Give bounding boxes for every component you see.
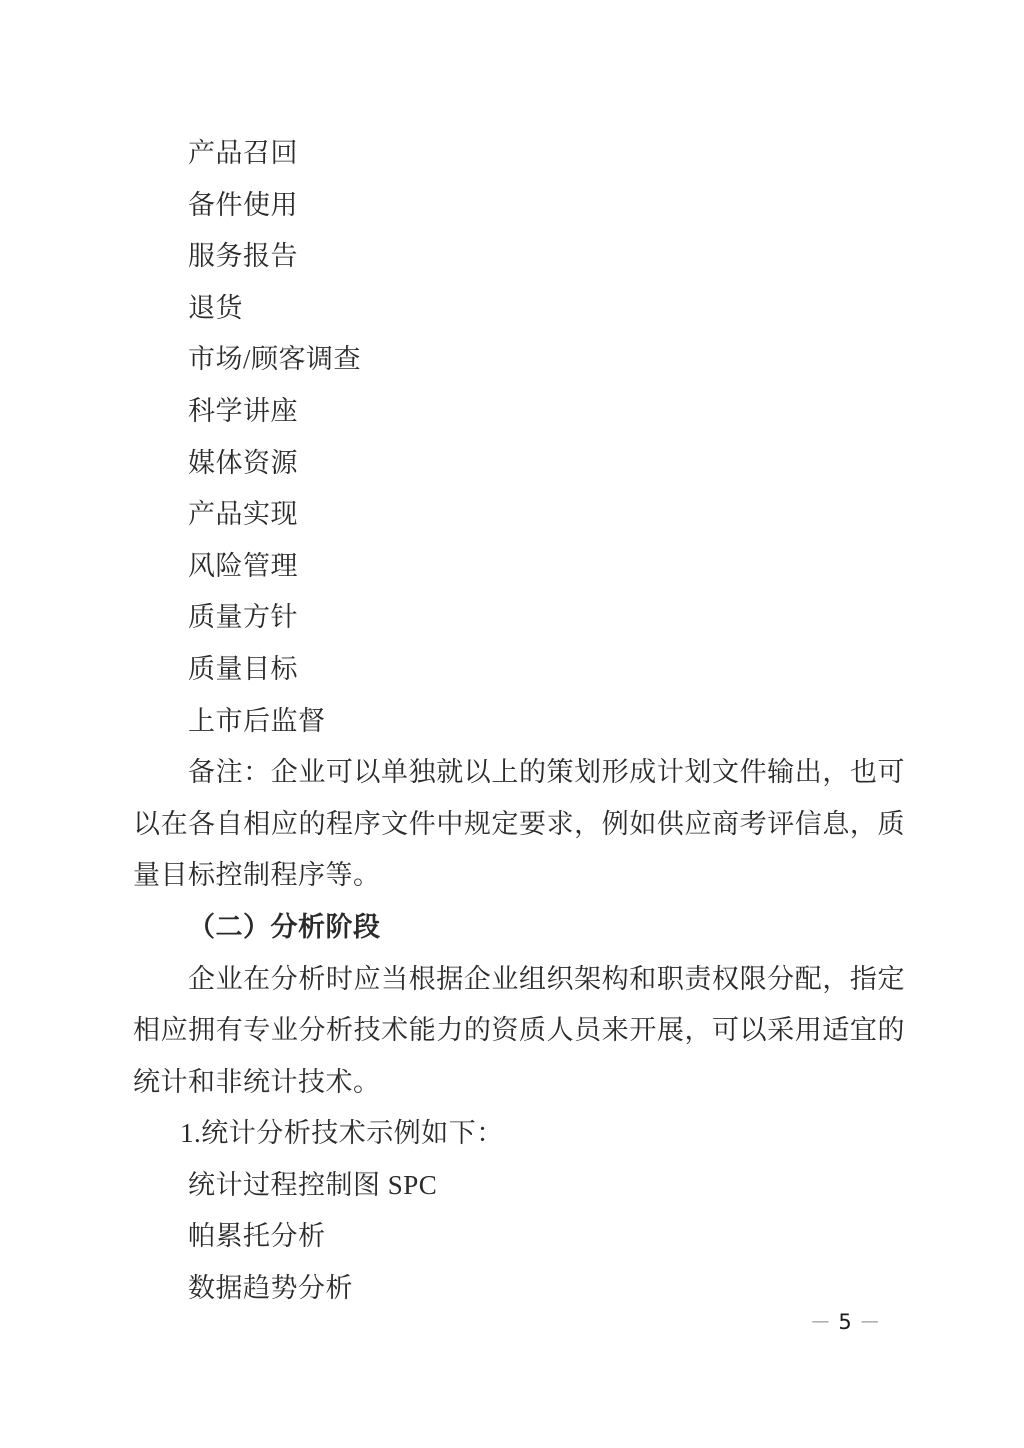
planning-list-item: 产品召回 <box>188 138 298 168</box>
planning-list-item: 质量方针 <box>188 602 298 633</box>
page-number-left-dash: — <box>811 1311 830 1332</box>
planning-list-item: 市场/顾客调查 <box>188 344 362 375</box>
page-number-value: 5 <box>838 1310 852 1334</box>
statistical-technique-item: 数据趋势分析 <box>188 1273 353 1304</box>
planning-list-item: 退货 <box>188 292 243 323</box>
planning-list-item: 科学讲座 <box>188 395 298 426</box>
planning-list-item: 质量目标 <box>188 653 298 684</box>
document-body <box>133 128 905 1315</box>
analysis-paragraph: 企业在分析时应当根据企业组织架构和职责权限分配，指定相应拥有专业分析技术能力的资质人员来开展，可以采用适宜的统计和非统计技术。 <box>133 963 905 1097</box>
page-number-right-dash: — <box>860 1311 879 1332</box>
section-heading: （二）分析阶段 <box>188 911 381 942</box>
statistical-technique-item: 帕累托分析 <box>188 1221 326 1252</box>
planning-list-item: 产品实现 <box>188 499 298 530</box>
planning-list-item: 媒体资源 <box>188 447 298 478</box>
note-paragraph: 备注：企业可以单独就以上的策划形成计划文件输出，也可以在各自相应的程序文件中规定要求，例如供应商考评信息，质量目标控制程序等。 <box>133 757 905 891</box>
planning-list-item: 服务报告 <box>188 241 298 272</box>
planning-list-item: 备件使用 <box>188 189 298 220</box>
statistical-technique-item: 统计过程控制图 SPC <box>188 1169 438 1200</box>
planning-list-item: 上市后监督 <box>188 705 326 736</box>
page-number <box>790 1310 900 1334</box>
statistical-techniques-intro: 1.统计分析技术示例如下： <box>180 1118 504 1149</box>
planning-list-item: 风险管理 <box>188 550 298 581</box>
